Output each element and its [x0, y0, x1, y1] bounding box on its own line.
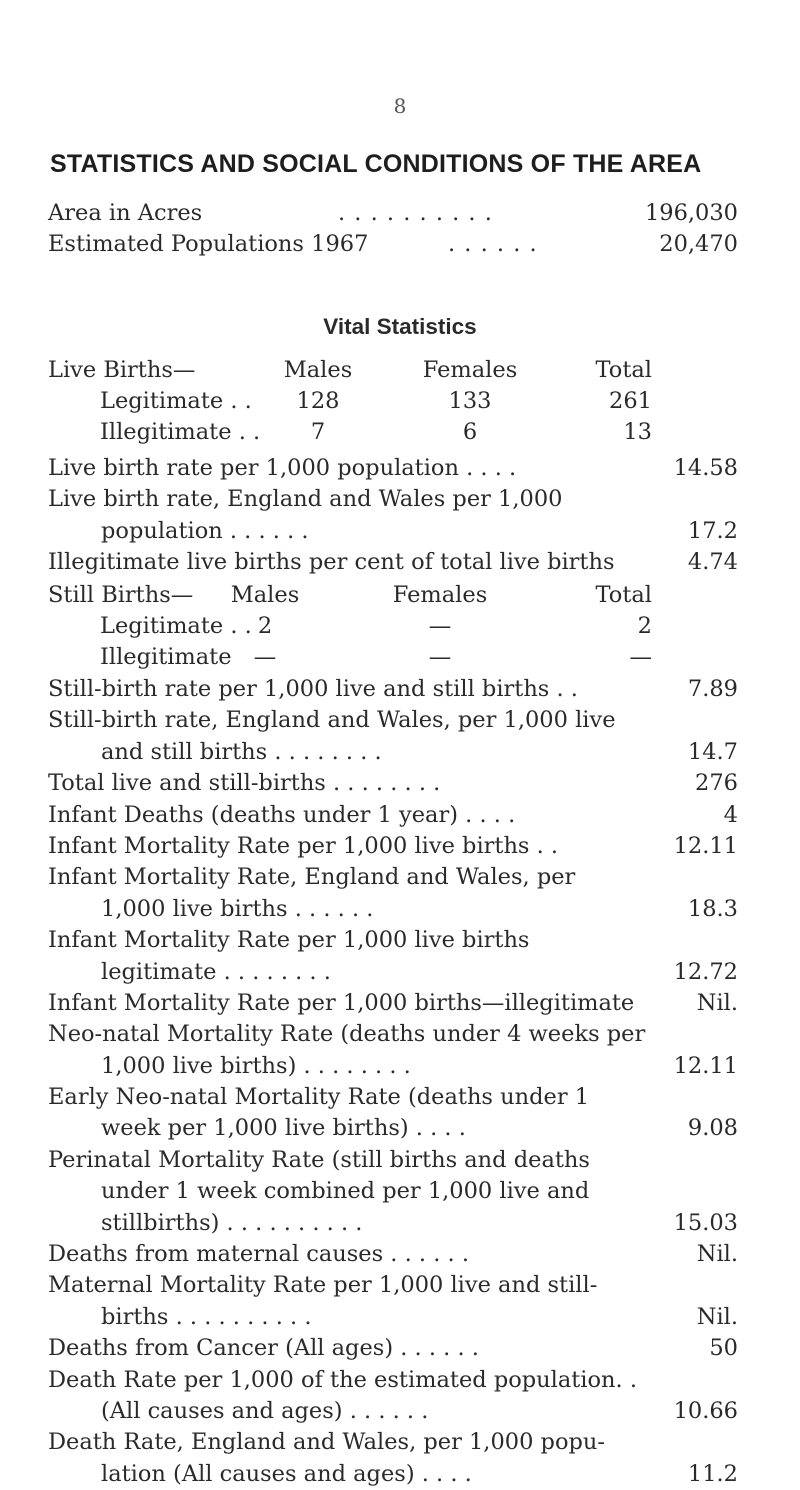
live-births-heading: Live Births— [48, 357, 196, 383]
stat-row [48, 1365, 738, 1396]
vital-statistics-title: Vital Statistics [323, 314, 477, 339]
still-births-cell: 2 [637, 613, 652, 639]
stat-row [48, 674, 738, 705]
area-leaders: . . . . . . . . . . [338, 200, 493, 226]
still-births-cell: — [428, 613, 452, 639]
stat-label: Still-birth rate, England and Wales, per 1,000 live [48, 707, 616, 734]
live-births-row-label: Legitimate . . [100, 388, 252, 414]
still-births-cell: — [253, 644, 277, 670]
stat-row-continued [48, 1208, 738, 1239]
stat-label: Deaths from maternal causes . . . . . . [48, 1241, 469, 1268]
stat-label: 1,000 live births . . . . . . [101, 895, 374, 922]
live-births-cell: 261 [609, 388, 652, 414]
stat-label: Live birth rate, England and Wales per 1,000 [48, 486, 563, 513]
stat-label: Infant Mortality Rate per 1,000 births—illegitimate [48, 989, 635, 1016]
stat-row [48, 1427, 738, 1458]
live-births-cell: 128 [296, 388, 340, 414]
stat-label: Early Neo-natal Mortality Rate (deaths under 1 [48, 1084, 590, 1111]
live-births-cell: 13 [623, 419, 652, 445]
still-births-heading: Still Births— [48, 582, 194, 608]
stat-label: week per 1,000 live births) . . . . [101, 1115, 466, 1142]
stat-value: 12.11 [673, 1052, 738, 1079]
stat-label: Perinatal Mortality Rate (still births and deaths [48, 1146, 590, 1173]
stat-row [48, 925, 738, 956]
stats-block-a [48, 453, 738, 579]
stat-label: lation (All causes and ages) . . . . [101, 1460, 472, 1487]
population-label: Estimated Populations 1967 [48, 231, 369, 257]
stat-value: Nil. [696, 989, 738, 1016]
stat-value: 15.03 [673, 1209, 738, 1236]
still-births-cell: — [629, 644, 652, 670]
stat-row [48, 453, 738, 484]
still-births-col-females: Females [392, 582, 488, 608]
live-births-col-total: Total [595, 357, 652, 383]
stat-row-continued [48, 1459, 738, 1490]
stat-row [48, 1082, 738, 1113]
live-births-cell: 6 [462, 419, 478, 445]
stat-value: 9.08 [687, 1115, 738, 1142]
stat-value: 12.72 [673, 958, 738, 985]
stat-value: 17.2 [687, 517, 738, 544]
stat-row [48, 768, 738, 799]
stat-label: (All causes and ages) . . . . . . [101, 1397, 429, 1424]
stat-row [48, 862, 738, 893]
stat-row [48, 705, 738, 736]
stat-row [48, 1333, 738, 1364]
still-births-col-males: Males [230, 582, 300, 608]
area-label: Area in Acres [48, 200, 203, 226]
stat-value: 4.74 [687, 549, 738, 576]
stat-label: stillbirths) . . . . . . . . . . [101, 1209, 363, 1236]
stat-label: population . . . . . . [101, 517, 309, 544]
stat-value: Nil. [696, 1241, 738, 1268]
stat-value: 11.2 [687, 1460, 738, 1487]
stat-row-continued [48, 1396, 738, 1427]
live-births-col-females: Females [422, 357, 518, 383]
stat-row-continued [48, 737, 738, 768]
stat-value: 12.11 [673, 832, 738, 859]
stat-value: 7.89 [687, 676, 738, 702]
still-births-cell: 2 [257, 613, 273, 639]
stat-label: Neo-natal Mortality Rate (deaths under 4 weeks per [48, 1021, 646, 1048]
stat-row [48, 831, 738, 862]
stat-label: Infant Mortality Rate, England and Wales, per [48, 864, 576, 891]
stat-label: Deaths from Cancer (All ages) . . . . . . [48, 1335, 479, 1362]
stat-value: 14.58 [673, 455, 738, 481]
stat-value: 14.7 [687, 738, 738, 765]
stat-row-continued [48, 516, 738, 547]
stat-row [48, 1270, 738, 1301]
stat-label: Total live and still-births . . . . . . . . [48, 770, 441, 797]
stat-value: 10.66 [673, 1397, 738, 1424]
stat-row [48, 988, 738, 1019]
population-leaders: . . . . . . [448, 231, 538, 257]
stat-label: Still-birth rate per 1,000 live and still births . . [48, 676, 578, 702]
stat-row [48, 800, 738, 831]
stat-label: Infant Mortality Rate per 1,000 live births . . [48, 832, 559, 859]
still-births-row-label: Illegitimate [100, 644, 232, 670]
stat-label: Infant Mortality Rate per 1,000 live births [48, 927, 530, 954]
stat-row-continued [48, 1302, 738, 1333]
live-births-cell: 7 [310, 419, 326, 445]
stat-row-continued [48, 1113, 738, 1144]
stat-value: 276 [695, 770, 738, 797]
live-births-row-label: Illegitimate . . [100, 419, 261, 445]
stat-label: Death Rate per 1,000 of the estimated population. . [48, 1366, 637, 1393]
stat-row [48, 547, 738, 578]
stat-row-continued [48, 957, 738, 988]
stat-label: Illegitimate live births per cent of total live births [48, 549, 615, 576]
stats-block-b [48, 674, 738, 1490]
stat-row [48, 1145, 738, 1176]
stat-label: and still births . . . . . . . . [101, 738, 382, 765]
stat-label: Live birth rate per 1,000 population . . . . [48, 455, 517, 481]
stat-label: births . . . . . . . . . . [101, 1303, 312, 1330]
stat-label: Maternal Mortality Rate per 1,000 live and still- [48, 1272, 598, 1299]
population-value: 20,470 [659, 231, 738, 257]
page-number: 8 [393, 94, 407, 118]
still-births-cell: — [428, 644, 452, 670]
stat-label: legitimate . . . . . . . . [101, 958, 331, 985]
still-births-row-label: Legitimate . . [100, 613, 252, 639]
stat-label: 1,000 live births) . . . . . . . . [101, 1052, 411, 1079]
stat-value: 18.3 [687, 895, 738, 922]
stat-row [48, 1239, 738, 1270]
stat-row [48, 1019, 738, 1050]
stat-row-continued [48, 1176, 738, 1207]
still-births-col-total: Total [595, 582, 652, 608]
stat-value: 50 [709, 1335, 738, 1362]
area-value: 196,030 [644, 200, 738, 226]
stat-label: Death Rate, England and Wales, per 1,000 popu- [48, 1429, 606, 1456]
stat-label: Infant Deaths (deaths under 1 year) . . . . [48, 801, 516, 828]
stat-row-continued [48, 894, 738, 925]
stat-row-continued [48, 1051, 738, 1082]
live-births-col-males: Males [283, 357, 353, 383]
page-title: STATISTICS AND SOCIAL CONDITIONS OF THE AREA [50, 150, 702, 178]
stat-label: under 1 week combined per 1,000 live and [101, 1178, 590, 1205]
stat-row [48, 484, 738, 515]
stat-value: Nil. [696, 1303, 738, 1330]
stat-value: 4 [723, 801, 738, 828]
live-births-cell: 133 [448, 388, 492, 414]
